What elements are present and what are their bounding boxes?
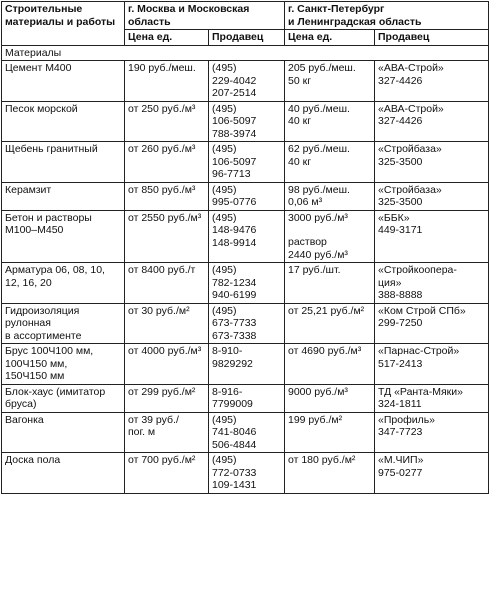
cell-line: «ББК» <box>378 211 410 224</box>
material-name-cell <box>2 263 125 304</box>
cell-line: Блок-хаус (имитатор <box>5 385 106 398</box>
cell-line <box>288 224 371 236</box>
material-name-cell <box>2 210 125 263</box>
table-row <box>2 453 489 494</box>
moscow-price-cell <box>125 303 209 344</box>
cell-line: 673-7733 <box>212 317 257 329</box>
cell-line: 98 руб./меш. <box>288 183 350 196</box>
table-row <box>2 182 489 210</box>
cell-line: рулонная <box>5 317 51 329</box>
cell-line: М100–М450 <box>5 224 64 236</box>
material-name-cell <box>2 344 125 385</box>
cell-line: от 4000 руб./м³ <box>128 345 202 357</box>
moscow-seller-cell <box>209 61 285 102</box>
moscow-price-cell <box>125 453 209 494</box>
cell-line: 0,06 м³ <box>288 196 323 208</box>
moscow-price-cell <box>125 384 209 412</box>
cell-line: 327-4426 <box>378 74 423 87</box>
cell-line: «Стройкоопера- <box>378 264 457 276</box>
moscow-price-cell <box>125 101 209 142</box>
cell-line: 229-4042 <box>212 74 257 87</box>
table-row <box>2 101 489 142</box>
spb-seller-cell <box>375 210 489 263</box>
moscow-price-cell <box>125 263 209 304</box>
moscow-price-cell <box>125 182 209 210</box>
spb-seller-cell <box>375 303 489 344</box>
section-row-materials <box>2 45 489 61</box>
cell-line: Доска пола <box>5 454 61 466</box>
moscow-seller-cell <box>209 263 285 304</box>
table-row <box>2 344 489 385</box>
spb-price-cell <box>285 412 375 453</box>
cell-line: «М.ЧИП» <box>378 454 424 466</box>
cell-line: 8-916- <box>212 385 243 398</box>
cell-line: «АВА-Строй» <box>378 102 444 115</box>
spb-seller-cell <box>375 344 489 385</box>
cell-line: 150Ч150 мм <box>5 370 65 382</box>
cell-line: 327-4426 <box>378 115 423 127</box>
moscow-price-header: Цена ед. <box>125 30 209 46</box>
cell-line: 388-8888 <box>378 289 423 301</box>
cell-line: 9829292 <box>212 357 253 370</box>
cell-line: (495) <box>212 211 237 224</box>
material-name-cell <box>2 303 125 344</box>
cell-line: 148-9476 <box>212 224 257 236</box>
cell-line: от 2550 руб./м³ <box>128 211 202 224</box>
material-name-cell <box>2 453 125 494</box>
cell-line: 325-3500 <box>378 196 423 208</box>
cell-line: 190 руб./меш. <box>128 62 196 74</box>
moscow-seller-cell <box>209 142 285 183</box>
cell-line: 62 руб./меш. <box>288 143 350 155</box>
spb-seller-cell <box>375 182 489 210</box>
moscow-seller-cell <box>209 210 285 263</box>
materials-column-header: Строительные материалы и работы <box>2 2 125 46</box>
cell-line: (495) <box>212 454 237 466</box>
spb-seller-cell <box>375 61 489 102</box>
cell-line: Брус 100Ч100 мм, <box>5 345 94 357</box>
table-row <box>2 384 489 412</box>
spb-price-cell <box>285 303 375 344</box>
price-comparison-table <box>1 1 489 494</box>
cell-line: 3000 руб./м³ <box>288 211 348 224</box>
cell-line: от 260 руб./м³ <box>128 143 196 155</box>
cell-line: 12, 16, 20 <box>5 276 52 289</box>
table-row <box>2 303 489 344</box>
cell-line: от 30 руб./м² <box>128 304 190 317</box>
cell-line: 205 руб./меш. <box>288 62 356 74</box>
table-row <box>2 61 489 102</box>
cell-line: «Ком Строй СПб» <box>378 304 466 317</box>
cell-line: 673-7338 <box>212 329 257 342</box>
material-name-cell <box>2 384 125 412</box>
cell-line: Песок морской <box>5 102 78 115</box>
cell-line: в ассортименте <box>5 329 82 342</box>
moscow-seller-cell <box>209 182 285 210</box>
cell-line: от 25,21 руб./м² <box>288 304 365 317</box>
cell-line: (495) <box>212 183 237 196</box>
spb-seller-cell <box>375 453 489 494</box>
cell-line: 299-7250 <box>378 317 423 329</box>
cell-line: от 850 руб./м³ <box>128 183 196 196</box>
spb-region-header: г. Санкт-Петербург и Ленинградская область <box>285 2 489 30</box>
table-row <box>2 263 489 304</box>
cell-line: 2440 руб./м³ <box>288 248 348 261</box>
cell-line: 148-9914 <box>212 236 257 249</box>
header-row-regions <box>2 2 489 30</box>
moscow-seller-cell <box>209 384 285 412</box>
cell-line: 50 кг <box>288 74 312 87</box>
cell-line: 995-0776 <box>212 196 257 208</box>
cell-line: Керамзит <box>5 183 52 196</box>
moscow-price-cell <box>125 61 209 102</box>
moscow-price-cell <box>125 412 209 453</box>
cell-line: (495) <box>212 143 237 155</box>
cell-line: от 250 руб./м³ <box>128 102 196 115</box>
moscow-price-cell <box>125 210 209 263</box>
cell-line: 324-1811 <box>378 398 422 410</box>
material-name-cell <box>2 61 125 102</box>
table-row <box>2 142 489 183</box>
cell-line: 506-4844 <box>212 438 257 451</box>
cell-line: (495) <box>212 413 237 426</box>
cell-line: Щебень гранитный <box>5 143 98 155</box>
cell-line: от 700 руб./м² <box>128 454 196 466</box>
cell-line: 40 руб./меш. <box>288 102 350 115</box>
cell-line: от 8400 руб./т <box>128 264 196 276</box>
cell-line: 109-1431 <box>212 479 257 491</box>
spb-price-cell <box>285 453 375 494</box>
material-name-cell <box>2 142 125 183</box>
cell-line: 9000 руб./м³ <box>288 385 348 398</box>
table-row <box>2 412 489 453</box>
cell-line: 106-5097 <box>212 115 257 127</box>
cell-line: от 180 руб./м² <box>288 454 356 466</box>
cell-line: 940-6199 <box>212 289 257 301</box>
cell-line: «Стройбаза» <box>378 183 442 196</box>
cell-line: от 299 руб./м² <box>128 385 196 398</box>
cell-line: бруса) <box>5 398 37 410</box>
cell-line: 100Ч150 мм, <box>5 357 68 370</box>
moscow-seller-header: Продавец <box>209 30 285 46</box>
spb-seller-cell <box>375 412 489 453</box>
spb-price-cell <box>285 210 375 263</box>
spb-price-cell <box>285 101 375 142</box>
cell-line: 40 кг <box>288 115 312 127</box>
cell-line: Цемент М400 <box>5 62 72 74</box>
cell-line: 7799009 <box>212 398 253 410</box>
cell-line: 347-7723 <box>378 426 423 438</box>
cell-line: 325-3500 <box>378 155 423 168</box>
cell-line: от 4690 руб./м³ <box>288 345 362 357</box>
cell-line: Гидроизоляция <box>5 304 80 317</box>
material-name-cell <box>2 412 125 453</box>
moscow-seller-cell <box>209 101 285 142</box>
moscow-seller-cell <box>209 344 285 385</box>
cell-line: Бетон и растворы <box>5 211 92 224</box>
cell-line: 782-1234 <box>212 276 257 289</box>
cell-line: 96-7713 <box>212 168 251 180</box>
cell-line: 106-5097 <box>212 155 257 168</box>
cell-line: 788-3974 <box>212 127 257 140</box>
section-title: Материалы <box>2 45 489 61</box>
spb-seller-cell <box>375 384 489 412</box>
moscow-seller-cell <box>209 453 285 494</box>
cell-line: (495) <box>212 102 237 115</box>
cell-line: 207-2514 <box>212 87 257 99</box>
cell-line: «АВА-Строй» <box>378 62 444 74</box>
cell-line: «Стройбаза» <box>378 143 442 155</box>
cell-line: 199 руб./м² <box>288 413 343 426</box>
cell-line: 741-8046 <box>212 426 257 438</box>
moscow-price-cell <box>125 142 209 183</box>
cell-line: 17 руб./шт. <box>288 264 341 276</box>
spb-seller-cell <box>375 263 489 304</box>
cell-line: 8-910- <box>212 345 243 357</box>
spb-price-cell <box>285 263 375 304</box>
spb-price-cell <box>285 384 375 412</box>
cell-line: 772-0733 <box>212 466 257 479</box>
moscow-region-header: г. Москва и Московская область <box>125 2 285 30</box>
cell-line: ция» <box>378 276 402 289</box>
spb-seller-cell <box>375 101 489 142</box>
moscow-seller-cell <box>209 303 285 344</box>
cell-line: 40 кг <box>288 155 312 168</box>
spb-seller-cell <box>375 142 489 183</box>
spb-seller-header: Продавец <box>375 30 489 46</box>
cell-line: (495) <box>212 62 237 74</box>
cell-line: Арматура 06, 08, 10, <box>5 264 105 276</box>
moscow-price-cell <box>125 344 209 385</box>
cell-line: 975-0277 <box>378 466 423 479</box>
cell-line: «Профиль» <box>378 413 436 426</box>
table-row <box>2 210 489 263</box>
cell-line: 517-2413 <box>378 357 423 370</box>
cell-line: ТД «Ранта-Мяки» <box>378 385 463 398</box>
cell-line: пог. м <box>128 426 156 438</box>
spb-price-cell <box>285 142 375 183</box>
material-name-cell <box>2 101 125 142</box>
cell-line: 449-3171 <box>378 224 423 236</box>
cell-line: «Парнас-Строй» <box>378 345 460 357</box>
spb-price-header: Цена ед. <box>285 30 375 46</box>
spb-price-cell <box>285 182 375 210</box>
moscow-seller-cell <box>209 412 285 453</box>
spb-price-cell <box>285 344 375 385</box>
cell-line: раствор <box>288 236 327 248</box>
cell-line: (495) <box>212 264 237 276</box>
material-name-cell <box>2 182 125 210</box>
cell-line: (495) <box>212 304 237 317</box>
cell-line: Вагонка <box>5 413 44 426</box>
spb-price-cell <box>285 61 375 102</box>
cell-line: от 39 руб./ <box>128 413 179 426</box>
